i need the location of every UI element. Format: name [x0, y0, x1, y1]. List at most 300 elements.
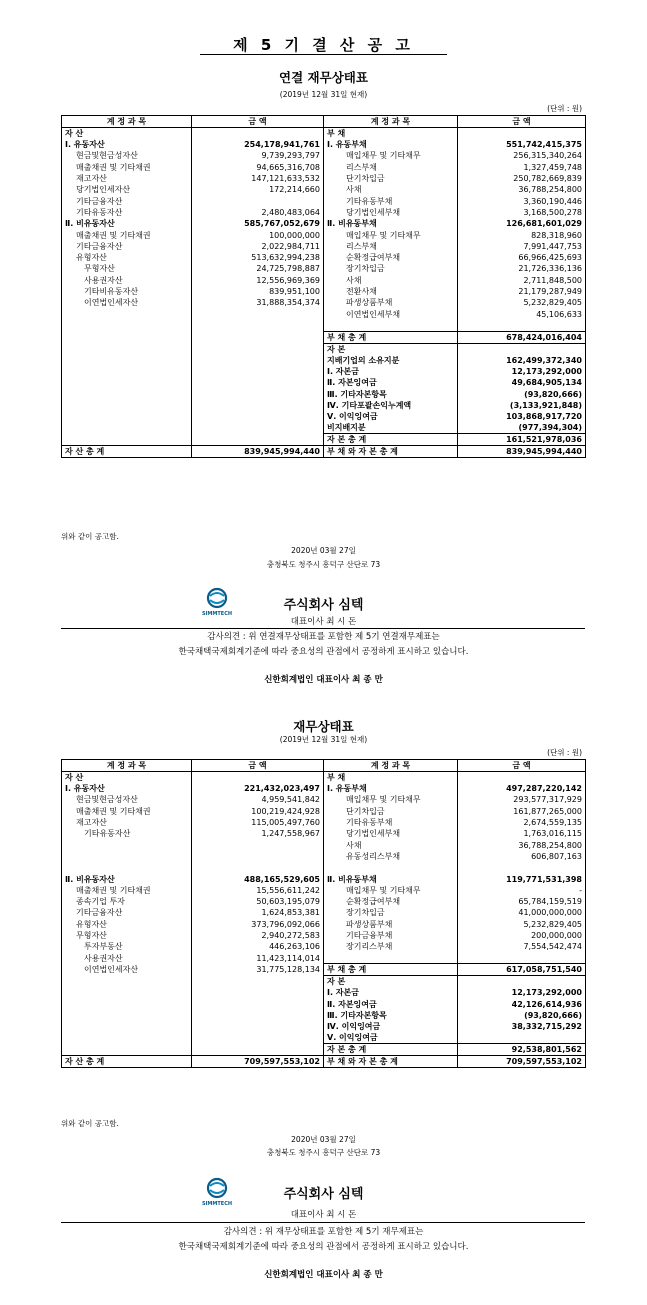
table-row	[62, 828, 586, 839]
account-label: 부 채 총 계	[324, 331, 458, 343]
account-amount: 161,877,265,000	[458, 806, 586, 817]
account-label: 전환사채	[324, 286, 458, 297]
account-amount: 147,121,633,532	[192, 173, 324, 184]
account-label: 당기법인세부채	[324, 207, 458, 218]
section-date: (2019년 12월 31일 현재)	[279, 735, 368, 744]
account-label: 사채	[324, 184, 458, 195]
account-label	[62, 422, 192, 434]
balance-sheet-table	[61, 759, 586, 1068]
account-amount	[458, 952, 586, 963]
auditor-name: 신한회계법인 대표이사 최 종 만	[264, 1270, 383, 1280]
table-row	[62, 952, 586, 963]
company-address: 충청북도 청주시 흥덕구 산단로 73	[266, 1148, 381, 1157]
audit-divider	[61, 1222, 585, 1223]
account-label: 재고자산	[62, 173, 192, 184]
audit-opinion-line-2: 한국채택국제회계기준에 따라 중요성의 관점에서 공정하게 표시하고 있습니다.	[178, 647, 469, 657]
account-amount	[192, 411, 324, 422]
account-label	[62, 976, 192, 988]
company-address: 충청북도 청주시 흥덕구 산단로 73	[266, 560, 381, 569]
auditor-name: 신한회계법인 대표이사 최 종 만	[264, 675, 383, 685]
audit-opinion-line-1: 감사의견 : 위 연결재무상태표를 포함한 제 5기 연결재무제표는	[207, 632, 440, 642]
account-amount	[192, 772, 324, 784]
account-amount: 4,959,541,842	[192, 794, 324, 805]
account-label: 종속기업 투자	[62, 896, 192, 907]
table-row	[62, 195, 586, 206]
total-amount: 709,597,553,102	[192, 1056, 324, 1068]
account-label: 리스부채	[324, 241, 458, 252]
account-label	[62, 1010, 192, 1021]
column-header: 금 액	[192, 760, 324, 772]
account-amount	[458, 772, 586, 784]
account-amount: 2,674,559,135	[458, 817, 586, 828]
balance-sheet-table	[61, 115, 586, 458]
account-label	[62, 308, 192, 319]
account-label: 단기차입금	[324, 173, 458, 184]
account-label: 자 본	[324, 343, 458, 355]
title-underline	[200, 54, 447, 55]
table-row	[62, 1010, 586, 1021]
account-label: 이연법인세자산	[62, 964, 192, 976]
account-amount: 254,178,941,761	[192, 139, 324, 150]
account-amount	[192, 434, 324, 446]
account-amount: 50,603,195,079	[192, 896, 324, 907]
account-label: 기타금융부채	[324, 930, 458, 941]
account-amount	[192, 1044, 324, 1056]
account-label: 기타유동부채	[324, 817, 458, 828]
section-date: (2019년 12월 31일 현재)	[279, 90, 368, 99]
account-label: 매입채무 및 기타채무	[324, 150, 458, 161]
account-label: 자 산	[62, 772, 192, 784]
account-amount: 31,775,128,134	[192, 964, 324, 976]
table-row	[62, 400, 586, 411]
account-label	[62, 343, 192, 355]
table-row	[62, 976, 586, 988]
account-amount: 2,940,272,583	[192, 930, 324, 941]
account-label: Ⅰ. 유동자산	[62, 139, 192, 150]
account-amount: 617,058,751,540	[458, 964, 586, 976]
account-amount	[192, 320, 324, 331]
account-amount: 678,424,016,404	[458, 331, 586, 343]
table-row	[62, 919, 586, 930]
account-amount: 21,179,287,949	[458, 286, 586, 297]
table-row	[62, 896, 586, 907]
account-label	[324, 862, 458, 873]
account-label: 지배기업의 소유지분	[324, 355, 458, 366]
account-label: 현금및현금성자산	[62, 150, 192, 161]
announcement-title: 제 5 기 결 산 공 고	[233, 36, 414, 54]
table-row	[62, 772, 586, 784]
account-amount: 5,232,829,405	[458, 297, 586, 308]
table-row	[62, 907, 586, 918]
total-label: 부 채 와 자 본 총 계	[324, 1056, 458, 1068]
account-label: 부 채	[324, 772, 458, 784]
account-amount: 45,106,633	[458, 308, 586, 319]
audit-divider	[61, 628, 585, 629]
account-label	[62, 839, 192, 850]
column-header: 금 액	[458, 116, 586, 128]
table-row	[62, 252, 586, 263]
account-label	[62, 366, 192, 377]
account-label: 유형자산	[62, 919, 192, 930]
table-row	[62, 128, 586, 140]
announcement-date: 2020년 03월 27일	[291, 546, 356, 555]
account-label: 비지배지분	[324, 422, 458, 434]
account-amount: 172,214,660	[192, 184, 324, 195]
account-label: 매출채권 및 기타채권	[62, 162, 192, 173]
account-label: 매출채권 및 기타채권	[62, 229, 192, 240]
account-label: 파생상품부채	[324, 919, 458, 930]
account-amount	[192, 366, 324, 377]
account-amount	[192, 195, 324, 206]
table-row	[62, 275, 586, 286]
total-label: 부 채 와 자 본 총 계	[324, 446, 458, 458]
account-amount: 12,556,969,369	[192, 275, 324, 286]
total-row	[62, 1056, 586, 1068]
table-row	[62, 806, 586, 817]
table-row	[62, 343, 586, 355]
account-amount	[192, 355, 324, 366]
account-amount: 161,521,978,036	[458, 434, 586, 446]
account-amount: 1,327,459,748	[458, 162, 586, 173]
account-label: 매입채무 및 기타채무	[324, 229, 458, 240]
table-row	[62, 434, 586, 446]
table-row	[62, 851, 586, 862]
account-label: 매입채무 및 기타채무	[324, 885, 458, 896]
account-amount: 200,000,000	[458, 930, 586, 941]
account-label: 유동성리스부채	[324, 851, 458, 862]
account-amount	[192, 1032, 324, 1044]
account-amount: -	[458, 885, 586, 896]
table-row	[62, 150, 586, 161]
account-amount: 115,005,497,760	[192, 817, 324, 828]
account-label: 재고자산	[62, 817, 192, 828]
account-amount: 7,554,542,474	[458, 941, 586, 952]
account-amount: 1,247,558,967	[192, 828, 324, 839]
account-amount: 5,232,829,405	[458, 919, 586, 930]
table-row	[62, 873, 586, 884]
column-header: 금 액	[192, 116, 324, 128]
account-amount	[192, 839, 324, 850]
company-name: 주식회사 심텍	[283, 598, 364, 613]
unit-label: (단위 : 원)	[547, 104, 582, 113]
account-amount	[192, 308, 324, 319]
table-row	[62, 355, 586, 366]
account-label: 장기차입금	[324, 907, 458, 918]
account-amount: 293,577,317,929	[458, 794, 586, 805]
account-label: 무형자산	[62, 930, 192, 941]
account-amount: 551,742,415,375	[458, 139, 586, 150]
account-amount	[192, 1010, 324, 1021]
account-amount: 126,681,601,029	[458, 218, 586, 229]
company-ceo: 대표이사 최 시 돈	[290, 617, 357, 627]
table-row	[62, 1032, 586, 1044]
audit-opinion-line-1: 감사의견 : 위 재무상태표를 포함한 제 5기 재무제표는	[223, 1227, 424, 1237]
account-amount: 21,726,336,136	[458, 263, 586, 274]
account-label: Ⅲ. 기타자본항목	[324, 388, 458, 399]
table-row	[62, 783, 586, 794]
account-amount: 92,538,801,562	[458, 1044, 586, 1056]
account-label: 부 채	[324, 128, 458, 140]
account-label: Ⅰ. 유동부채	[324, 139, 458, 150]
account-amount	[192, 862, 324, 873]
account-amount: 2,022,984,711	[192, 241, 324, 252]
account-label	[62, 999, 192, 1010]
account-label: 순확정급여부채	[324, 252, 458, 263]
account-label: 자 산	[62, 128, 192, 140]
account-label: 순확정급여부채	[324, 896, 458, 907]
table-row	[62, 388, 586, 399]
account-amount	[458, 1032, 586, 1044]
account-label: 기타금융자산	[62, 907, 192, 918]
account-amount	[192, 999, 324, 1010]
table-row	[62, 377, 586, 388]
account-label	[62, 434, 192, 446]
table-row	[62, 331, 586, 343]
section-title: 연결 재무상태표	[279, 70, 368, 85]
account-label: 리스부채	[324, 162, 458, 173]
account-label: 장기리스부채	[324, 941, 458, 952]
account-amount: 497,287,220,142	[458, 783, 586, 794]
account-label: 매출채권 및 기타채권	[62, 885, 192, 896]
account-amount: 66,966,425,693	[458, 252, 586, 263]
account-label: Ⅱ. 비유동자산	[62, 218, 192, 229]
account-label: 사채	[324, 275, 458, 286]
account-label	[62, 851, 192, 862]
account-amount: 3,360,190,446	[458, 195, 586, 206]
account-amount: (3,133,921,848)	[458, 400, 586, 411]
account-amount	[192, 851, 324, 862]
account-label: 당기법인세부채	[324, 828, 458, 839]
announcement-date: 2020년 03월 27일	[291, 1135, 356, 1144]
account-amount: 24,725,798,887	[192, 263, 324, 274]
account-label: 기타유동부채	[324, 195, 458, 206]
account-label: 매출채권 및 기타채권	[62, 806, 192, 817]
account-amount	[458, 320, 586, 331]
account-amount: 221,432,023,497	[192, 783, 324, 794]
account-amount: (977,394,304)	[458, 422, 586, 434]
column-header: 계 정 과 목	[62, 760, 192, 772]
table-row	[62, 297, 586, 308]
account-label: 파생상품부채	[324, 297, 458, 308]
account-amount: 1,763,016,115	[458, 828, 586, 839]
account-label: Ⅰ. 자본금	[324, 987, 458, 998]
account-amount: 9,739,293,797	[192, 150, 324, 161]
total-row	[62, 446, 586, 458]
account-label: 사채	[324, 839, 458, 850]
account-amount: 103,868,917,720	[458, 411, 586, 422]
account-label: Ⅱ. 비유동부채	[324, 873, 458, 884]
account-amount: 49,684,905,134	[458, 377, 586, 388]
account-amount	[192, 377, 324, 388]
account-amount: 119,771,531,398	[458, 873, 586, 884]
account-label: Ⅰ. 유동자산	[62, 783, 192, 794]
account-label	[324, 952, 458, 963]
account-amount	[192, 422, 324, 434]
account-label	[62, 1044, 192, 1056]
table-row	[62, 162, 586, 173]
column-header: 계 정 과 목	[62, 116, 192, 128]
account-label: 기타유동자산	[62, 828, 192, 839]
account-amount: 11,423,114,014	[192, 952, 324, 963]
account-label	[62, 377, 192, 388]
account-amount: 100,219,424,928	[192, 806, 324, 817]
account-amount: 3,168,500,278	[458, 207, 586, 218]
account-label: 자 본 총 계	[324, 1044, 458, 1056]
account-label: 당기법인세자산	[62, 184, 192, 195]
account-amount: 94,665,316,708	[192, 162, 324, 173]
table-row	[62, 411, 586, 422]
table-row	[62, 987, 586, 998]
account-amount: 585,767,052,679	[192, 218, 324, 229]
account-label	[62, 331, 192, 343]
account-amount: 2,711,848,500	[458, 275, 586, 286]
account-amount: 1,624,853,381	[192, 907, 324, 918]
account-label: 매입채무 및 기타채무	[324, 794, 458, 805]
account-label: 현금및현금성자산	[62, 794, 192, 805]
table-row	[62, 930, 586, 941]
account-amount: 446,263,106	[192, 941, 324, 952]
table-row	[62, 817, 586, 828]
total-amount: 839,945,994,440	[458, 446, 586, 458]
account-label	[324, 320, 458, 331]
account-label: 사용권자산	[62, 952, 192, 963]
account-amount	[192, 331, 324, 343]
account-amount	[458, 343, 586, 355]
company-name: 주식회사 심텍	[283, 1187, 364, 1202]
account-amount	[192, 976, 324, 988]
table-row	[62, 422, 586, 434]
account-amount: 839,951,100	[192, 286, 324, 297]
account-amount	[192, 343, 324, 355]
table-row	[62, 794, 586, 805]
account-label	[62, 320, 192, 331]
table-row	[62, 941, 586, 952]
account-label: 투자부동산	[62, 941, 192, 952]
account-label: 기타금융자산	[62, 195, 192, 206]
section-title: 재무상태표	[293, 719, 354, 734]
table-row	[62, 229, 586, 240]
logo-text: SIMMTECH	[201, 611, 233, 617]
account-label	[62, 411, 192, 422]
account-amount	[192, 987, 324, 998]
table-row	[62, 218, 586, 229]
account-amount: 828,318,960	[458, 229, 586, 240]
account-amount	[458, 128, 586, 140]
account-label: 자 본	[324, 976, 458, 988]
account-label: 이연법인세자산	[62, 297, 192, 308]
account-label: 유형자산	[62, 252, 192, 263]
account-label: Ⅱ. 자본잉여금	[324, 377, 458, 388]
account-label: Ⅱ. 비유동부채	[324, 218, 458, 229]
account-label: Ⅰ. 유동부채	[324, 783, 458, 794]
account-amount: 606,807,163	[458, 851, 586, 862]
column-header: 계 정 과 목	[324, 116, 458, 128]
account-amount: 100,000,000	[192, 229, 324, 240]
table-row	[62, 308, 586, 319]
column-header: 계 정 과 목	[324, 760, 458, 772]
company-ceo: 대표이사 최 시 돈	[290, 1210, 357, 1220]
table-row	[62, 241, 586, 252]
account-label: Ⅴ. 이익잉여금	[324, 1032, 458, 1044]
account-label: 단기차입금	[324, 806, 458, 817]
table-row	[62, 366, 586, 377]
account-label: 자 본 총 계	[324, 434, 458, 446]
table-row	[62, 964, 586, 976]
account-amount: 65,784,159,519	[458, 896, 586, 907]
table-row	[62, 862, 586, 873]
account-amount	[458, 976, 586, 988]
account-label: Ⅱ. 자본잉여금	[324, 999, 458, 1010]
announcement-note: 위와 같이 공고함.	[61, 1119, 119, 1128]
unit-label: (단위 : 원)	[547, 748, 582, 757]
account-label: Ⅰ. 자본금	[324, 366, 458, 377]
account-amount: 12,173,292,000	[458, 987, 586, 998]
account-label: 기타유동자산	[62, 207, 192, 218]
account-label: 이연법인세부채	[324, 308, 458, 319]
account-amount: 41,000,000,000	[458, 907, 586, 918]
table-row	[62, 839, 586, 850]
table-row	[62, 263, 586, 274]
account-amount	[192, 128, 324, 140]
account-amount: 256,315,340,264	[458, 150, 586, 161]
account-label: Ⅴ. 이익잉여금	[324, 411, 458, 422]
account-amount	[458, 862, 586, 873]
table-row	[62, 999, 586, 1010]
account-amount: 250,782,669,839	[458, 173, 586, 184]
table-row	[62, 173, 586, 184]
table-row	[62, 885, 586, 896]
account-amount: 373,796,092,066	[192, 919, 324, 930]
announcement-note: 위와 같이 공고함.	[61, 532, 119, 541]
account-label: Ⅳ. 이익잉여금	[324, 1021, 458, 1032]
account-amount: 36,788,254,800	[458, 184, 586, 195]
account-label	[62, 388, 192, 399]
audit-opinion-line-2: 한국채택국제회계기준에 따라 중요성의 관점에서 공정하게 표시하고 있습니다.	[178, 1242, 469, 1252]
account-label	[62, 987, 192, 998]
account-amount	[192, 388, 324, 399]
account-label	[62, 355, 192, 366]
table-row	[62, 1044, 586, 1056]
account-amount: 2,480,483,064	[192, 207, 324, 218]
table-row	[62, 1021, 586, 1032]
column-header: 금 액	[458, 760, 586, 772]
account-label	[62, 1021, 192, 1032]
table-row	[62, 139, 586, 150]
total-amount: 709,597,553,102	[458, 1056, 586, 1068]
table-row	[62, 286, 586, 297]
account-amount: 36,788,254,800	[458, 839, 586, 850]
account-label: 기타비유동자산	[62, 286, 192, 297]
account-label: Ⅳ. 기타포괄손익누계액	[324, 400, 458, 411]
table-row	[62, 207, 586, 218]
table-row	[62, 320, 586, 331]
total-amount: 839,945,994,440	[192, 446, 324, 458]
account-amount: 12,173,292,000	[458, 366, 586, 377]
account-label: 무형자산	[62, 263, 192, 274]
account-amount: 31,888,354,374	[192, 297, 324, 308]
account-amount	[192, 1021, 324, 1032]
account-label: 부 채 총 계	[324, 964, 458, 976]
account-label: Ⅱ. 비유동자산	[62, 873, 192, 884]
account-label: 장기차입금	[324, 263, 458, 274]
account-label: Ⅲ. 기타자본항목	[324, 1010, 458, 1021]
account-label: 사용권자산	[62, 275, 192, 286]
account-label: 기타금융자산	[62, 241, 192, 252]
account-amount: 162,499,372,340	[458, 355, 586, 366]
account-amount: 38,332,715,292	[458, 1021, 586, 1032]
account-label	[62, 1032, 192, 1044]
account-amount: 42,126,614,936	[458, 999, 586, 1010]
